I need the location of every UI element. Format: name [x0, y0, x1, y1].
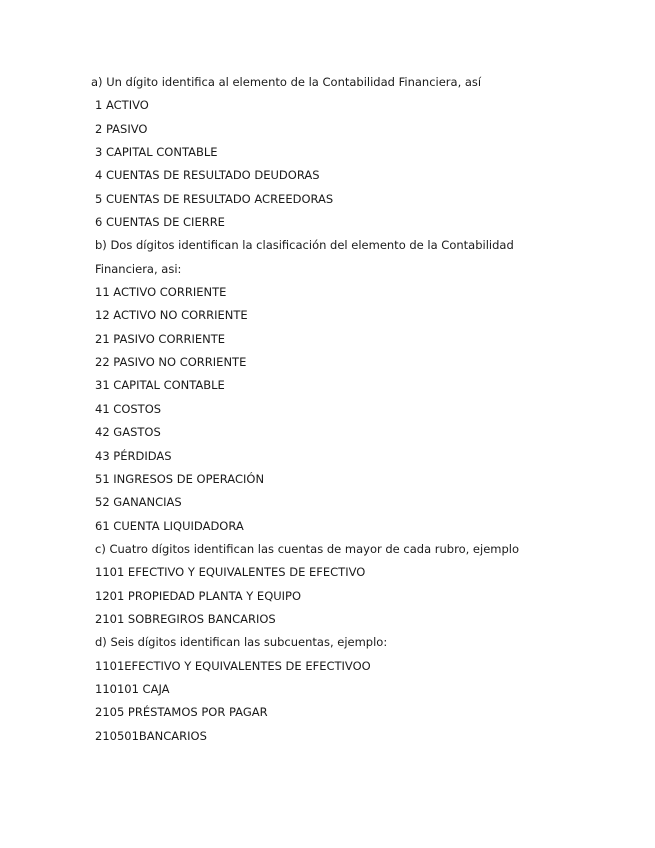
- list-item: 4 CUENTAS DE RESULTADO DEUDORAS: [95, 168, 320, 183]
- list-item: 61 CUENTA LIQUIDADORA: [95, 518, 244, 533]
- list-item: 11 ACTIVO CORRIENTE: [95, 285, 227, 300]
- list-item: 110101 CAJA: [95, 681, 170, 696]
- list-item: 41 COSTOS: [95, 401, 162, 416]
- list-item: 2101 SOBREGIROS BANCARIOS: [95, 611, 276, 626]
- list-item: 2 PASIVO: [95, 121, 148, 136]
- list-item: 31 CAPITAL CONTABLE: [95, 378, 225, 393]
- document-body: [0, 73, 655, 750]
- list-item: 1 ACTIVO: [95, 98, 149, 113]
- list-item: 1101 EFECTIVO Y EQUIVALENTES DE EFECTIVO: [95, 565, 366, 580]
- list-item: 5 CUENTAS DE RESULTADO ACREEDORAS: [95, 191, 334, 206]
- section-b-heading-continued: Financiera, asi:: [95, 261, 182, 276]
- list-item: 1101EFECTIVO Y EQUIVALENTES DE EFECTIVOO: [95, 658, 371, 673]
- list-item: 43 PÉRDIDAS: [95, 448, 172, 463]
- list-item: 210501BANCARIOS: [95, 728, 207, 743]
- list-item: 3 CAPITAL CONTABLE: [95, 145, 218, 160]
- list-item: 12 ACTIVO NO CORRIENTE: [95, 308, 248, 323]
- section-c-heading: c) Cuatro dígitos identifican las cuentas de mayor de cada rubro, ejemplo: [95, 541, 520, 556]
- section-a-heading: a) Un dígito identifica al elemento de la Contabilidad Financiera, así: [91, 75, 482, 89]
- list-item: 21 PASIVO CORRIENTE: [95, 331, 226, 346]
- list-item: 2105 PRÉSTAMOS POR PAGAR: [95, 705, 268, 720]
- list-item: 52 GANANCIAS: [95, 495, 182, 510]
- section-d-heading: d) Seis dígitos identifican las subcuentas, ejemplo:: [95, 635, 388, 650]
- list-item: 42 GASTOS: [95, 425, 161, 440]
- section-b-heading: b) Dos dígitos identifican la clasificación del elemento de la Contabilidad: [95, 238, 514, 253]
- list-item: 1201 PROPIEDAD PLANTA Y EQUIPO: [95, 588, 302, 603]
- list-item: 51 INGRESOS DE OPERACIÓN: [95, 471, 265, 486]
- list-item: 22 PASIVO NO CORRIENTE: [95, 355, 247, 370]
- list-item: 6 CUENTAS DE CIERRE: [95, 215, 225, 230]
